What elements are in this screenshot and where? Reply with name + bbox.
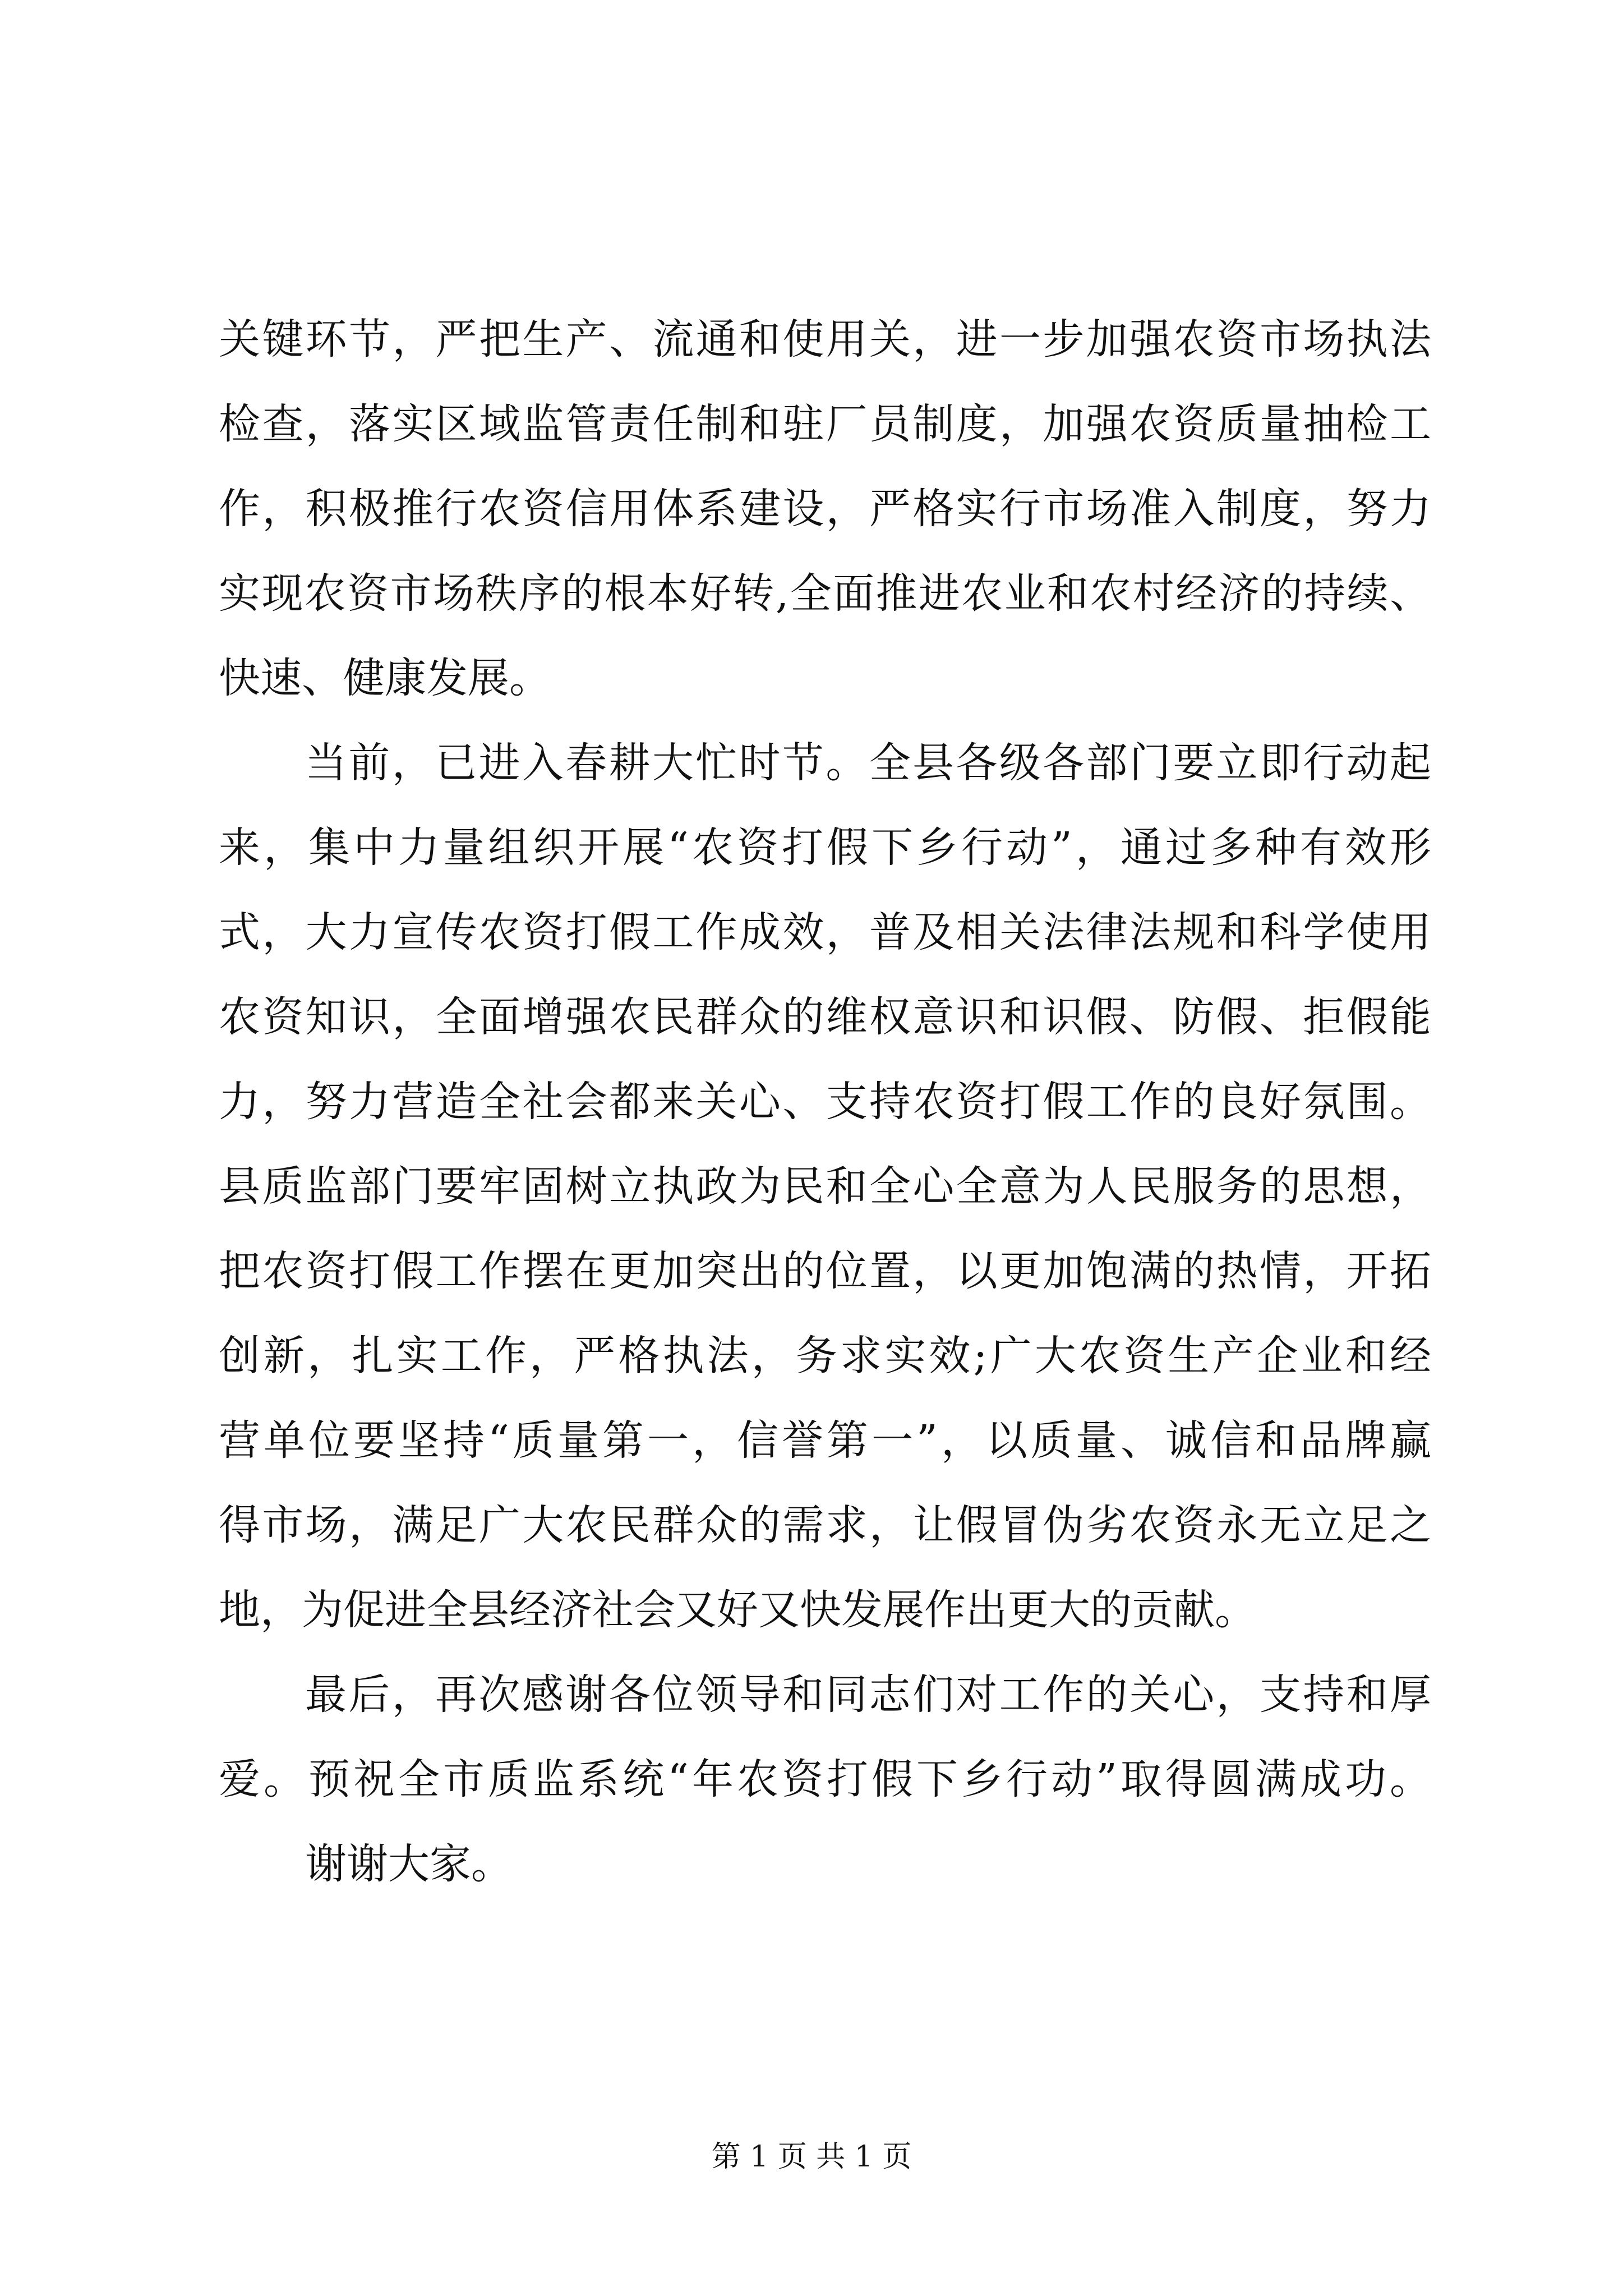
- text-line: 来，集中力量组织开展“农资打假下乡行动”，通过多种有效形: [219, 823, 1431, 872]
- text-line: 县质监部门要牢固树立执政为民和全心全意为人民服务的思想，: [219, 1162, 1431, 1211]
- text-line: 最后，再次感谢各位领导和同志们对工作的关心，支持和厚: [305, 1671, 1431, 1719]
- text-line: 关键环节，严把生产、流通和使用关，进一步加强农资市场执法: [219, 315, 1431, 364]
- text-line: 力，努力营造全社会都来关心、支持农资打假工作的良好氛围。: [219, 1078, 1431, 1126]
- text-line: 爱。预祝全市质监系统“年农资打假下乡行动”取得圆满成功。: [219, 1755, 1431, 1803]
- text-line: 谢谢大家。: [305, 1840, 513, 1888]
- text-line: 当前，已进入春耕大忙时节。全县各级各部门要立即行动起: [305, 739, 1431, 787]
- text-line: 检查，落实区域监管责任制和驻厂员制度，加强农资质量抽检工: [219, 400, 1431, 448]
- page-footer: 第 1 页 共 1 页: [711, 2140, 912, 2174]
- text-line: 式，大力宣传农资打假工作成效，普及相关法律法规和科学使用: [219, 908, 1431, 956]
- text-line: 得市场，满足广大农民群众的需求，让假冒伪劣农资永无立足之: [219, 1501, 1431, 1549]
- text-line: 作，积极推行农资信用体系建设，严格实行市场准入制度，努力: [219, 485, 1431, 533]
- text-line: 实现农资市场秩序的根本好转,全面推进农业和农村经济的持续、: [219, 569, 1431, 618]
- text-line: 快速、健康发展。: [219, 654, 551, 702]
- text-line: 农资知识，全面增强农民群众的维权意识和识假、防假、拒假能: [219, 993, 1431, 1041]
- text-line: 地，为促进全县经济社会又好又快发展作出更大的贡献。: [219, 1586, 1256, 1634]
- text-line: 把农资打假工作摆在更加突出的位置，以更加饱满的热情，开拓: [219, 1247, 1431, 1295]
- text-line: 营单位要坚持“质量第一，信誉第一”，以质量、诚信和品牌赢: [219, 1416, 1431, 1465]
- text-line: 创新，扎实工作，严格执法，务求实效;广大农资生产企业和经: [219, 1332, 1431, 1380]
